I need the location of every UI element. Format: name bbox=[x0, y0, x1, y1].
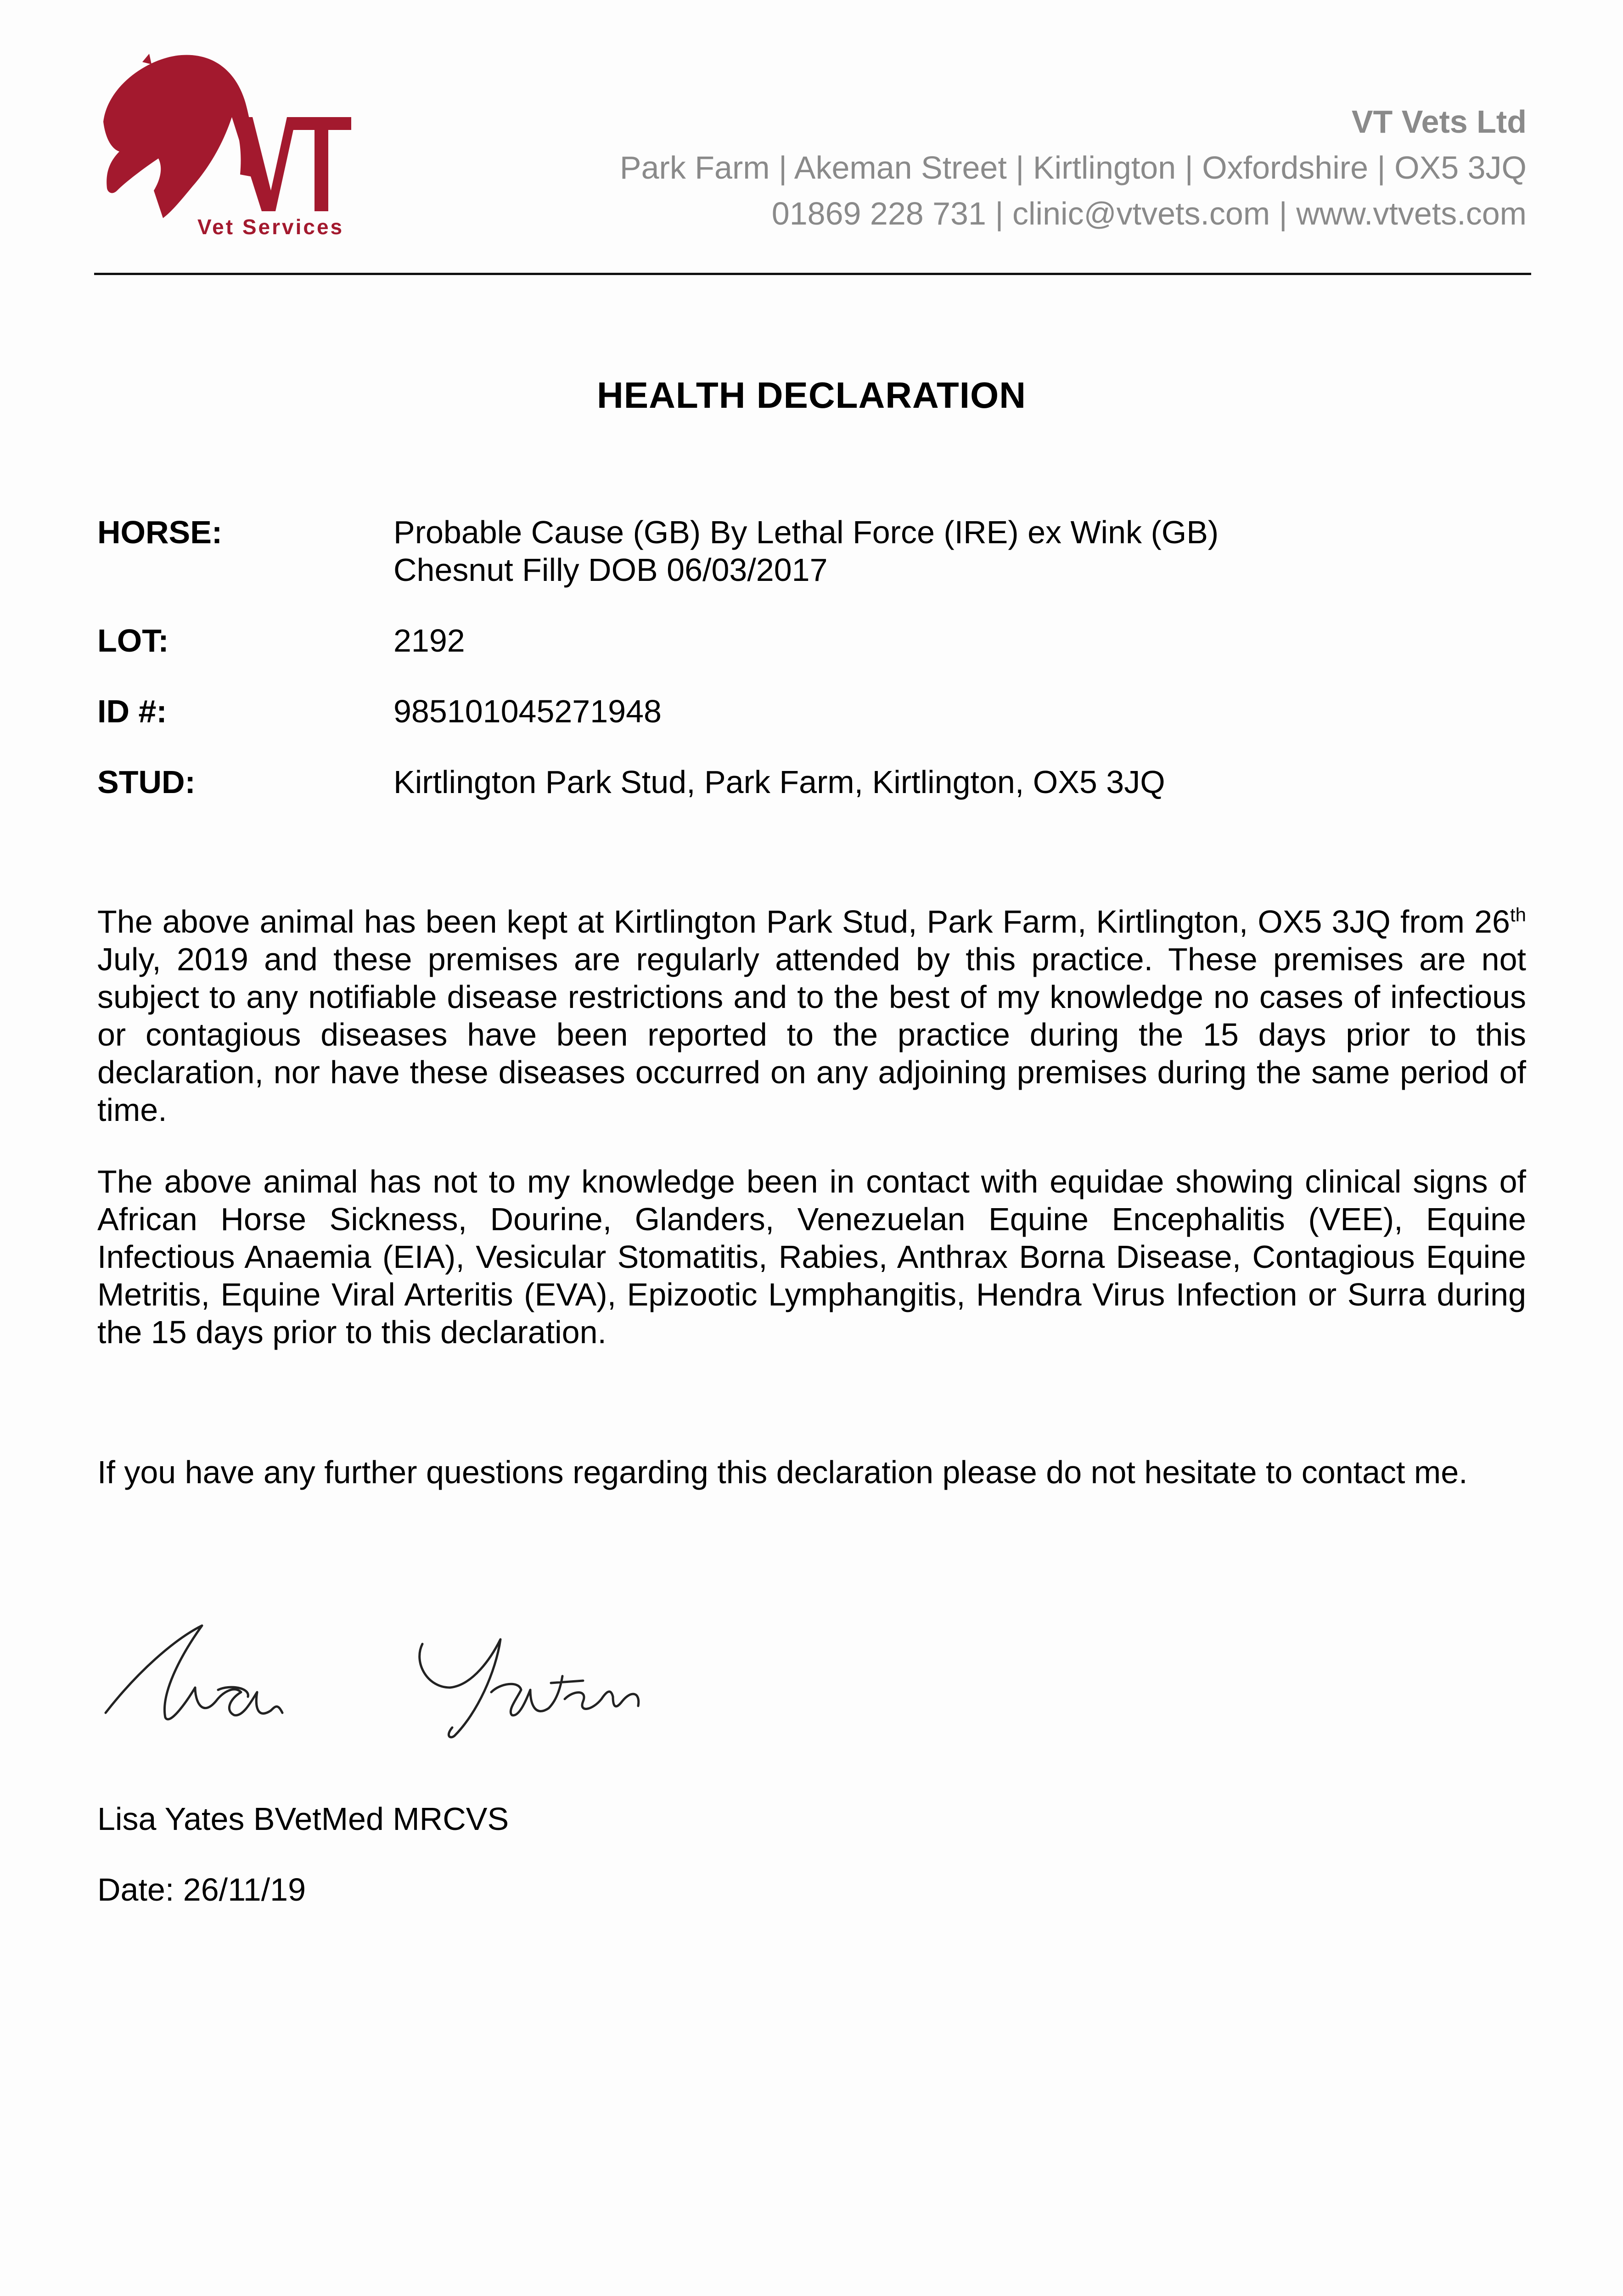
stud-value: Kirtlington Park Stud, Park Farm, Kirtlington, OX5 3JQ bbox=[393, 764, 1165, 800]
disease-contact-paragraph: The above animal has not to my knowledge been in contact with equidae showing clinical signs of African Horse Sickness, Dourine, Glanders, Venezuelan Equine Encephalitis (VEE), Equine Infectious Anaemia (EIA), Vesicular Stomatitis, Rabies, Anthrax Borna Disease, Contagious Equine Metritis, Equine Viral Arteritis (EVA), Epizootic Lymphangitis, Hendra Virus Infection or Surra during the 15 days prior to this declaration. bbox=[97, 1164, 1526, 1350]
lot-label: LOT: bbox=[97, 623, 169, 658]
id-value: 985101045271948 bbox=[393, 693, 662, 729]
company-contact: 01869 228 731 | clinic@vtvets.com | www.vtvets.com bbox=[771, 196, 1527, 231]
horse-description: Chesnut Filly DOB 06/03/2017 bbox=[393, 552, 828, 588]
lot-value: 2192 bbox=[393, 623, 465, 658]
logo-subtitle: Vet Services bbox=[197, 215, 344, 239]
declaration-date: Date: 26/11/19 bbox=[97, 1872, 306, 1908]
horse-value bbox=[393, 513, 1219, 589]
closing-text: If you have any further questions regarding this declaration please do not hesitate to contact me. bbox=[97, 1454, 1468, 1490]
company-address: Park Farm | Akeman Street | Kirtlington | Oxfordshire | OX5 3JQ bbox=[619, 150, 1527, 186]
stud-label: STUD: bbox=[97, 764, 196, 800]
horse-head-icon bbox=[103, 55, 253, 218]
id-label: ID #: bbox=[97, 693, 167, 729]
paragraph1-part2: July, 2019 and these premises are regularly attended by this practice. These premises are not subject to any notifiable disease restrictions and to the best of my knowledge no cases of infectious or contagious diseases have been reported to the practice during the 15 days prior to this declaration, nor have these diseases occurred on any adjoining premises during the same period of time. bbox=[97, 941, 1526, 1128]
company-details bbox=[620, 99, 1527, 236]
handwritten-signature bbox=[96, 1607, 716, 1745]
company-name: VT Vets Ltd bbox=[1351, 104, 1527, 140]
document-title: HEALTH DECLARATION bbox=[597, 375, 1026, 416]
ordinal-suffix: th bbox=[1510, 904, 1526, 926]
paragraph1-part1: The above animal has been kept at Kirtlington Park Stud, Park Farm, Kirtlington, OX5 3JQ from 26 bbox=[97, 904, 1510, 940]
vt-vet-services-logo bbox=[94, 53, 351, 246]
premises-paragraph bbox=[97, 903, 1526, 1129]
horse-label: HORSE: bbox=[97, 514, 223, 550]
horse-breeding: Probable Cause (GB) By Lethal Force (IRE) ex Wink (GB) bbox=[393, 514, 1219, 550]
signatory-name: Lisa Yates BVetMed MRCVS bbox=[97, 1801, 509, 1837]
header-divider bbox=[94, 273, 1531, 275]
